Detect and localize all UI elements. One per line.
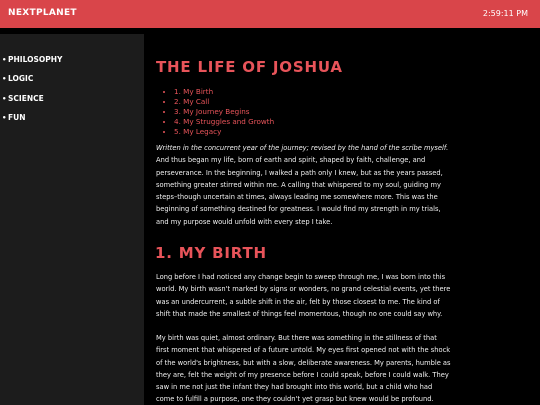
toc-item: [174, 127, 274, 137]
toc-item: [174, 117, 274, 127]
page-title: THE LIFE OF JOSHUA: [156, 58, 343, 76]
section-paragraph: My birth was quiet, almost ordinary. But there was something in the stillness of that first moment that whispered of a future untold. My eyes first opened not with the shock of the world's brightness, but with a slow, deliberate awareness. My parents, humble as they are, felt the weight of my presence before I could speak, before I could walk. They saw in me not just the infant they had brought into this world, but a child who had come to fulfill a purpose, one they couldn't yet grasp but knew would be profound.: [156, 334, 451, 404]
toc-item: [174, 97, 274, 107]
sidebar-item-label: SCIENCE: [8, 94, 44, 103]
toc-link-my-legacy[interactable]: 5. My Legacy: [174, 127, 222, 136]
bullet-icon: •: [2, 114, 7, 122]
toc-link-my-birth[interactable]: 1. My Birth: [174, 87, 214, 96]
sidebar: [0, 34, 144, 405]
bullet-icon: •: [2, 56, 7, 64]
section-heading-my-birth: 1. MY BIRTH: [155, 244, 267, 262]
toc-item: [174, 87, 274, 97]
bullet-icon: •: [2, 95, 7, 103]
sidebar-item-philosophy[interactable]: [2, 53, 62, 67]
table-of-contents: [166, 87, 274, 137]
main-content[interactable]: [144, 34, 540, 405]
sidebar-item-label: LOGIC: [8, 74, 34, 83]
intro-text: And thus began my life, born of earth and spirit, shaped by faith, challenge, and perseverance. In the beginning, I walked a path only I knew, but as the years passed, something greater stirred within me. A calling that whispered to my soul, guiding my steps–though uncertain at times, always leading me somewhere more. This was the beginning of something destined for greatness. I would find my strength in my trials, and my purpose would unfold with every step I take.: [156, 156, 443, 226]
toc-link-my-journey-begins[interactable]: 3. My Journey Begins: [174, 107, 250, 116]
intro-dedication: Written in the concurrent year of the journey; revised by the hand of the scribe myself.: [156, 144, 449, 152]
toc-link-my-call[interactable]: 2. My Call: [174, 97, 210, 106]
top-bar: [0, 0, 540, 28]
section-paragraph: Long before I had noticed any change begin to sweep through me, I was born into this world. My birth wasn't marked by signs or wonders, no grand celestial events, yet there was an undercurrent, a subtle shift in the air, felt by those closest to me. The kind of shift that made the smallest of things feel momentous, though no one could say why.: [156, 273, 451, 318]
toc-link-my-struggles-and-growth[interactable]: 4. My Struggles and Growth: [174, 117, 275, 126]
intro-paragraph: [156, 142, 452, 228]
sidebar-item-fun[interactable]: [2, 111, 26, 125]
clock: 2:59:11 PM: [482, 9, 528, 18]
sidebar-item-logic[interactable]: [2, 72, 33, 86]
bullet-icon: •: [2, 75, 7, 83]
toc-item: [174, 107, 274, 117]
brand-logo[interactable]: NEXTPLANET: [8, 8, 77, 18]
sidebar-item-label: FUN: [8, 113, 26, 122]
sidebar-item-science[interactable]: [2, 92, 44, 106]
sidebar-item-label: PHILOSOPHY: [8, 55, 63, 64]
